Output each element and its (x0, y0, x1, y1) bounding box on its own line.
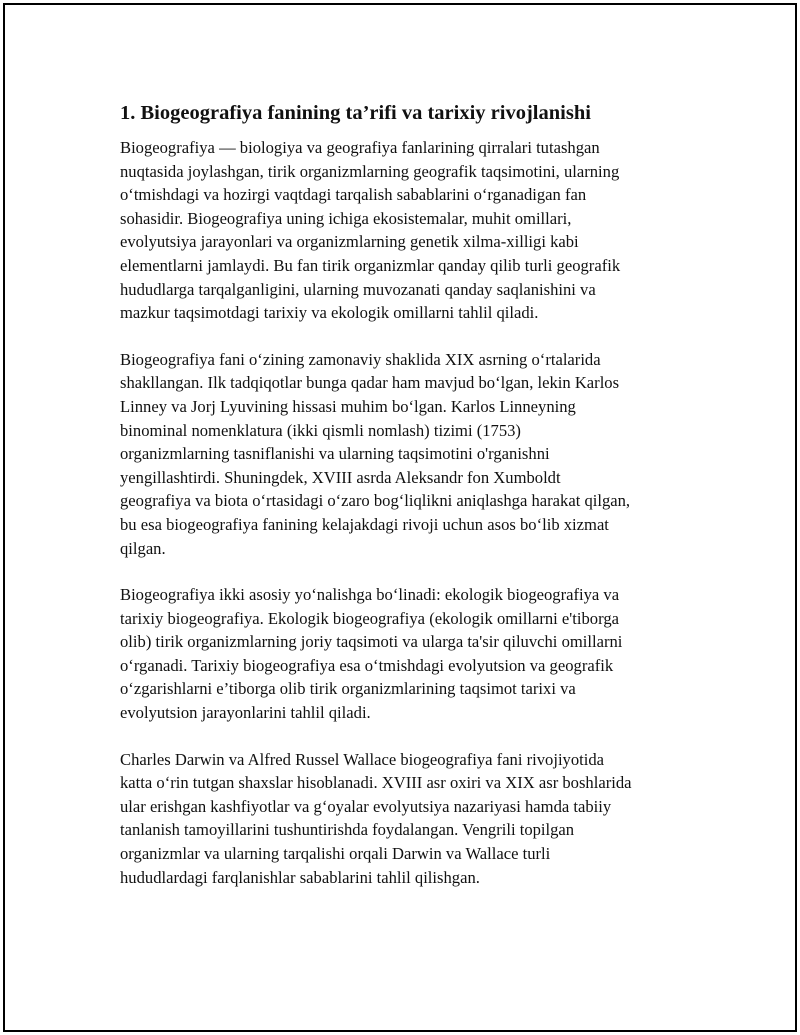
paragraph-definition: Biogeografiya — biologiya va geografiya fanlarining qirralari tutashgan nuqtasida joylashgan, tirik organizmlarning geografik taqsimotini, ularning o‘tmishdagi va hozirgi vaqtdagi tarqalish sabablarini o‘rganadigan fan sohasidir. Biogeografiya uning ichiga ekosistemalar, muhit omillari, evolyutsiya jarayonlari va organizmlarning genetik xilma-xilligi kabi elementlarni jamlaydi. Bu fan tirik organizmlar qanday qilib turli geografik hududlarga tarqalganligini, ularning muvozanati qanday saqlanishini va mazkur taqsimotdagi tarixiy va ekologik omillarni tahlil qiladi. (120, 138, 621, 323)
paragraph-history: Biogeografiya fani o‘zining zamonaviy shaklida XIX asrning o‘rtalarida shakllangan. Ilk tadqiqotlar bunga qadar ham mavjud bo‘lgan, lekin Karlos Linney va Jorj Lyuvining hissasi muhim bo‘lgan. Karlos Linneyning binominal nomenklatura (ikki qismli nomlash) tizimi (1753) organizmlarning tasniflanishi va ularning taqsimotini o'rganishni yengillashtirdi. Shuningdek, XVIII asrda Aleksandr fon Xumboldt geografiya va biota o‘rtasidagi o‘zaro bog‘liqlikni aniqlashga harakat qilgan, bu esa biogeografiya fanining kelajakdagi rivoji uchun asos bo‘lib xizmat qilgan. (120, 349, 631, 558)
page-title: 1. Biogeografiya fanining ta’rifi va tarixiy rivojlanishi (120, 102, 591, 124)
paragraph-branches: Biogeografiya ikki asosiy yo‘nalishga bo‘linadi: ekologik biogeografiya va tarixiy biogeografiya. Ekologik biogeografiya (ekologik omillarni e'tiborga olib) tirik organizmlarning joriy taqsimoti va ularga ta'sir qiluvchi omillarni o‘rganadi. Tarixiy biogeografiya esa o‘tmishdagi evolyutsion va geografik o‘zgarishlarni e’tiborga olib tirik organizmlarining taqsimot tarixi va evolyutsion jarayonlarini tahlil qiladi. (120, 585, 623, 723)
page-frame (3, 3, 797, 1032)
document-body (120, 100, 690, 912)
paragraph-darwin-wallace: Charles Darwin va Alfred Russel Wallace biogeografiya fani rivojiyotida katta o‘rin tutgan shaxslar hisoblanadi. XVIII asr oxiri va XIX asr boshlarida ular erishgan kashfiyotlar va g‘oyalar evolyutsiya nazariyasi hamda tabiiy tanlanish tamoyillarini tushuntirishda foydalangan. Vengrili topilgan organizmlar va ularning tarqalishi orqali Darwin va Wallace turli hududlardagi farqlanishlar sabablarini tahlil qilishgan. (120, 749, 632, 887)
